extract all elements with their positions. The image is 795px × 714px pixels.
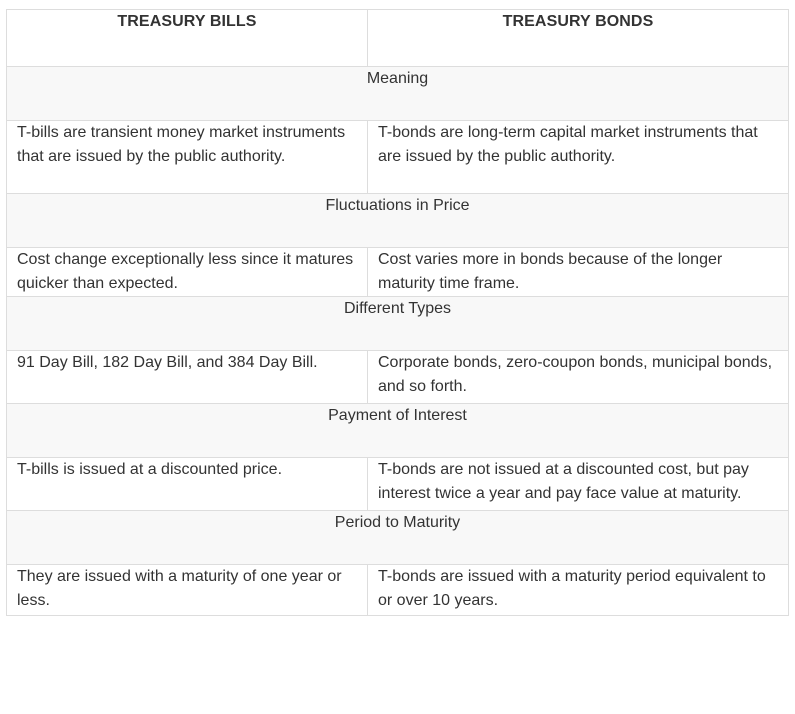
- table-row: [7, 351, 789, 404]
- bonds-cell: Cost varies more in bonds because of the longer maturity time frame.: [368, 248, 789, 297]
- bonds-cell: T-bonds are long-term capital market instruments that are issued by the public authority.: [368, 121, 789, 194]
- section-row: [7, 404, 789, 458]
- bills-cell: T-bills are transient money market instruments that are issued by the public authority.: [7, 121, 368, 194]
- header-treasury-bonds: TREASURY BONDS: [368, 10, 789, 67]
- section-title-meaning: Meaning: [7, 67, 789, 121]
- bills-cell: T-bills is issued at a discounted price.: [7, 458, 368, 511]
- bills-cell: 91 Day Bill, 182 Day Bill, and 384 Day Bill.: [7, 351, 368, 404]
- section-row: [7, 194, 789, 248]
- table-row: [7, 458, 789, 511]
- comparison-table: [6, 9, 789, 616]
- bonds-cell: T-bonds are issued with a maturity period equivalent to or over 10 years.: [368, 565, 789, 616]
- table-row: [7, 565, 789, 616]
- header-treasury-bills: TREASURY BILLS: [7, 10, 368, 67]
- bonds-cell: T-bonds are not issued at a discounted cost, but pay interest twice a year and pay face value at maturity.: [368, 458, 789, 511]
- section-row: [7, 297, 789, 351]
- bills-cell: Cost change exceptionally less since it matures quicker than expected.: [7, 248, 368, 297]
- bills-cell: They are issued with a maturity of one year or less.: [7, 565, 368, 616]
- header-row: [7, 10, 789, 67]
- section-row: [7, 67, 789, 121]
- table-row: [7, 248, 789, 297]
- bonds-cell: Corporate bonds, zero-coupon bonds, municipal bonds, and so forth.: [368, 351, 789, 404]
- section-title-maturity: Period to Maturity: [7, 511, 789, 565]
- section-title-fluctuations: Fluctuations in Price: [7, 194, 789, 248]
- table-row: [7, 121, 789, 194]
- section-row: [7, 511, 789, 565]
- section-title-types: Different Types: [7, 297, 789, 351]
- section-title-interest: Payment of Interest: [7, 404, 789, 458]
